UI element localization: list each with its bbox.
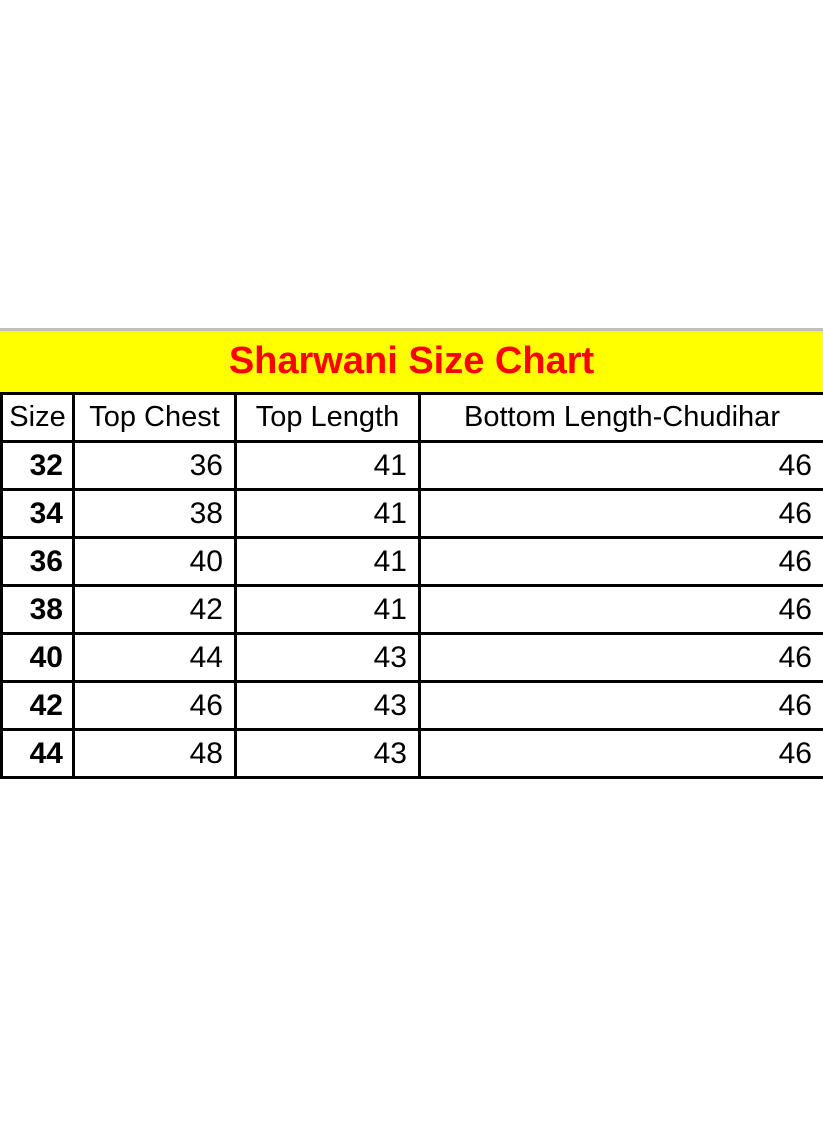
cell-top-chest: 38 [74, 490, 236, 538]
header-cell-size: Size [2, 394, 74, 442]
table-row [2, 586, 823, 634]
size-chart-block [0, 328, 823, 779]
header-cell-bottom-length-chudihar: Bottom Length-Chudihar [420, 394, 823, 442]
title-band [0, 328, 823, 392]
cell-bottom-length: 46 [420, 442, 823, 490]
cell-top-length: 41 [236, 586, 420, 634]
chart-title: Sharwani Size Chart [228, 339, 595, 382]
cell-top-chest: 48 [74, 730, 236, 778]
cell-top-chest: 42 [74, 586, 236, 634]
table-row [2, 682, 823, 730]
cell-top-chest: 44 [74, 634, 236, 682]
cell-size: 32 [2, 442, 74, 490]
cell-top-length: 43 [236, 682, 420, 730]
table-row [2, 634, 823, 682]
cell-bottom-length: 46 [420, 730, 823, 778]
cell-bottom-length: 46 [420, 634, 823, 682]
table-header-row [2, 394, 823, 442]
cell-bottom-length: 46 [420, 538, 823, 586]
cell-bottom-length: 46 [420, 682, 823, 730]
cell-size: 40 [2, 634, 74, 682]
cell-size: 34 [2, 490, 74, 538]
size-chart-table [0, 392, 823, 779]
cell-top-length: 41 [236, 538, 420, 586]
cell-bottom-length: 46 [420, 490, 823, 538]
header-cell-top-chest: Top Chest [74, 394, 236, 442]
cell-top-length: 43 [236, 730, 420, 778]
cell-top-length: 41 [236, 490, 420, 538]
cell-top-chest: 46 [74, 682, 236, 730]
cell-size: 36 [2, 538, 74, 586]
cell-size: 38 [2, 586, 74, 634]
cell-top-chest: 36 [74, 442, 236, 490]
header-cell-top-length: Top Length [236, 394, 420, 442]
cell-top-chest: 40 [74, 538, 236, 586]
table-row [2, 538, 823, 586]
table-row [2, 490, 823, 538]
cell-size: 42 [2, 682, 74, 730]
cell-bottom-length: 46 [420, 586, 823, 634]
cell-top-length: 43 [236, 634, 420, 682]
cell-top-length: 41 [236, 442, 420, 490]
cell-size: 44 [2, 730, 74, 778]
table-row [2, 730, 823, 778]
table-row [2, 442, 823, 490]
